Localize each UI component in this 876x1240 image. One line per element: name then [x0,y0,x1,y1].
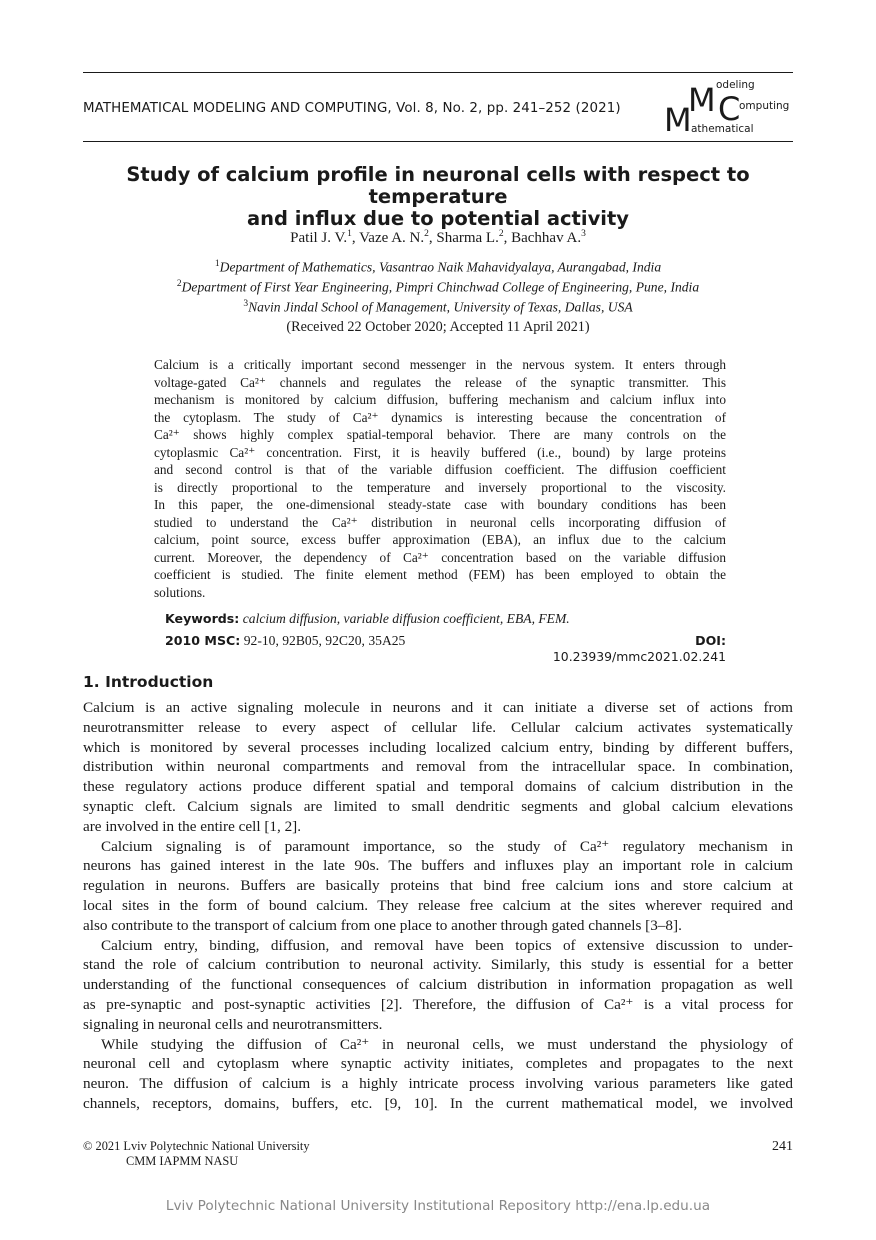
body-line: which is monitored by several processes including localized calcium entry, binding by different buffers, [83,738,793,756]
header-bottom-rule [83,141,793,142]
keywords [165,611,726,627]
body-line: Calcium entry, binding, diffusion, and removal have been topics of extensive discussion to under- [101,936,793,954]
abstract-line: calcium, point source, excess buffer approximation (EBA), an influx due to the calcium [154,532,726,547]
journal-logo [664,76,792,138]
body-line: distribution within neuronal compartments and removal from the intracellular space. In combination, [83,758,793,776]
logo-letter-m-lower: M [664,101,692,139]
page-number: 241 [772,1139,793,1154]
body-line: these regulatory actions produce different spatial and temporal domains of calcium distribution in the [83,778,793,796]
msc-value: 92-10, 92B05, 92C20, 35A25 [243,633,406,648]
body-line: neuronal cell and cytoplasm where synaptic activity initiates, completes and propagates to the next [83,1055,793,1073]
msc-classification [165,633,405,649]
abstract-line: the cytoplasm. The study of Ca²⁺ dynamics is interesting because the concentration of [154,409,726,425]
body-line: neuron. The diffusion of calcium is a highly intricate process involving various parameters like gated [83,1075,793,1093]
journal-name: MATHEMATICAL MODELING AND COMPUTING, [83,101,392,116]
body-line: While studying the diffusion of Ca²⁺ in neuronal cells, we must understand the physiology of [101,1035,793,1053]
journal-volume: Vol. 8, No. 2, pp. 241–252 (2021) [396,101,621,116]
abstract-line: coefficient is studied. The finite element method (FEM) has been employed to obtain the [154,567,726,582]
copyright-block [83,1139,310,1169]
msc-label: 2010 MSC: [165,633,241,648]
author-name: Sharma L. [436,230,499,246]
abstract [154,356,726,601]
logo-letter-m-upper: M [688,81,716,119]
affiliation: $^1$Department of Mathematics, Vasantrao Naik Mahavidyalaya, Aurangabad, India [214,259,662,275]
affiliation-list [83,256,793,316]
affiliation: $^3$Navin Jindal School of Management, University of Texas, Dallas, USA [243,299,633,315]
body-line: neurotransmitter release to every aspect of cellular life. Cellular calcium activates systematically [83,718,793,736]
author-list: Patil J. V.$^1$, Vaze A. N.$^2$, Sharma L.$^2$, Bachhav A.$^3$ [290,229,586,246]
copyright-line: © 2021 Lviv Polytechnic National University [83,1139,310,1153]
body-line: regulation in neurons. Buffers are basically proteins that bind free calcium ions and store calcium at [83,877,793,895]
abstract-line: and second control is that of the variable diffusion coefficient. The diffusion coefficient [154,462,726,477]
body-line: local sites in the form of bound calcium. They release free calcium at the sites wherever required and [83,896,793,914]
title-line: Study of calcium profile in neuronal cells with respect to temperature [126,163,750,208]
received-dates: (Received 22 October 2020; Accepted 11 April 2021) [286,319,590,335]
keywords-label: Keywords: [165,611,240,626]
abstract-line: current. Moreover, the dependency of Ca²⁺ concentration based on the variable diffusion [154,549,726,565]
title-line: and influx due to potential activity [247,207,629,230]
keywords-value: calcium diffusion, variable diffusion coefficient, EBA, FEM. [242,611,570,626]
doi-label: DOI: [695,633,726,648]
abstract-line: In this paper, the one-dimensional steady-state case with boundary conditions has been [154,497,726,512]
author-affil-mark: 3 [581,229,586,239]
body-line: neurons has gained interest in the late 90s. The buffers and influxes play an important role in calcium [83,857,793,875]
abstract-line: is directly proportional to the temperature and inversely proportional to the viscosity. [154,479,726,495]
logo-word-modeling: odeling [716,79,755,91]
abstract-line: voltage-gated Ca²⁺ channels and regulates the release of the synaptic transmitter. This [154,374,726,390]
body-line: signaling in neuronal cells and neurotransmitters. [83,1015,383,1033]
abstract-line: cytoplasmic Ca²⁺ concentration. First, it is heavily buffered (i.e., bound) by large proteins [154,444,726,460]
paper-title [83,164,793,230]
doi [520,633,726,665]
abstract-line: Calcium is a critically important second messenger in the nervous system. It enters through [154,357,726,372]
author-name: Vaze A. N. [359,230,425,246]
author-affil-mark: 1 [347,229,352,239]
body-line: Calcium signaling is of paramount importance, so the study of Ca²⁺ regulatory mechanism in [101,837,793,855]
journal-header [83,101,621,116]
abstract-line: studied to understand the Ca²⁺ distribution in neuronal cells incorporating diffusion of [154,514,726,530]
abstract-line: Ca²⁺ shows highly complex spatial-temporal behavior. There are many controls on the [154,427,726,442]
body-text [83,698,793,1114]
affiliation: $^2$Department of First Year Engineering, Pimpri Chinchwad College of Engineering, Pune, India [176,279,700,295]
body-line: synaptic cleft. Calcium signals are limited to small dendritic segments and global calcium elevations [83,797,793,815]
top-rule [83,72,793,73]
logo-word-computing: omputing [739,100,790,112]
author-name: Bachhav A. [511,230,582,246]
publisher-line: CMM IAPMM NASU [126,1154,239,1168]
body-line: as pre-synaptic and post-synaptic activities [2]. Therefore, the diffusion of Ca²⁺ is a vital process for [83,995,793,1013]
author-affil-mark: 2 [498,229,504,239]
abstract-line: mechanism is monitored by calcium diffusion, buffering mechanism and calcium influx into [154,392,726,407]
logo-word-mathematical: athematical [691,123,754,135]
body-line: Calcium is an active signaling molecule in neurons and it can initiate a diverse set of actions from [83,699,793,716]
body-line: understanding of the functional consequences of calcium distribution in information propagation as well [83,976,793,994]
body-line: stand the role of calcium contribution to neuronal activity. Similarly, this study is essential for a better [83,956,793,974]
body-line: also contribute to the transport of calcium from one place to another through gated channels [3–8]. [83,916,682,934]
abstract-line: solutions. [154,584,206,600]
body-line: are involved in the entire cell [1, 2]. [83,817,302,835]
doi-value: 10.23939/mmc2021.02.241 [552,649,726,664]
logo-letter-c: C [718,90,741,128]
section-heading: 1. Introduction [83,673,214,691]
author-name: Patil J. V. [290,230,348,246]
repository-watermark: Lviv Polytechnic National University Institutional Repository http://ena.lp.edu.ua [165,1198,711,1214]
body-line: channels, receptors, domains, buffers, etc. [9, 10]. In the current mathematical model, we involved [83,1094,793,1112]
author-affil-mark: 2 [424,229,429,239]
